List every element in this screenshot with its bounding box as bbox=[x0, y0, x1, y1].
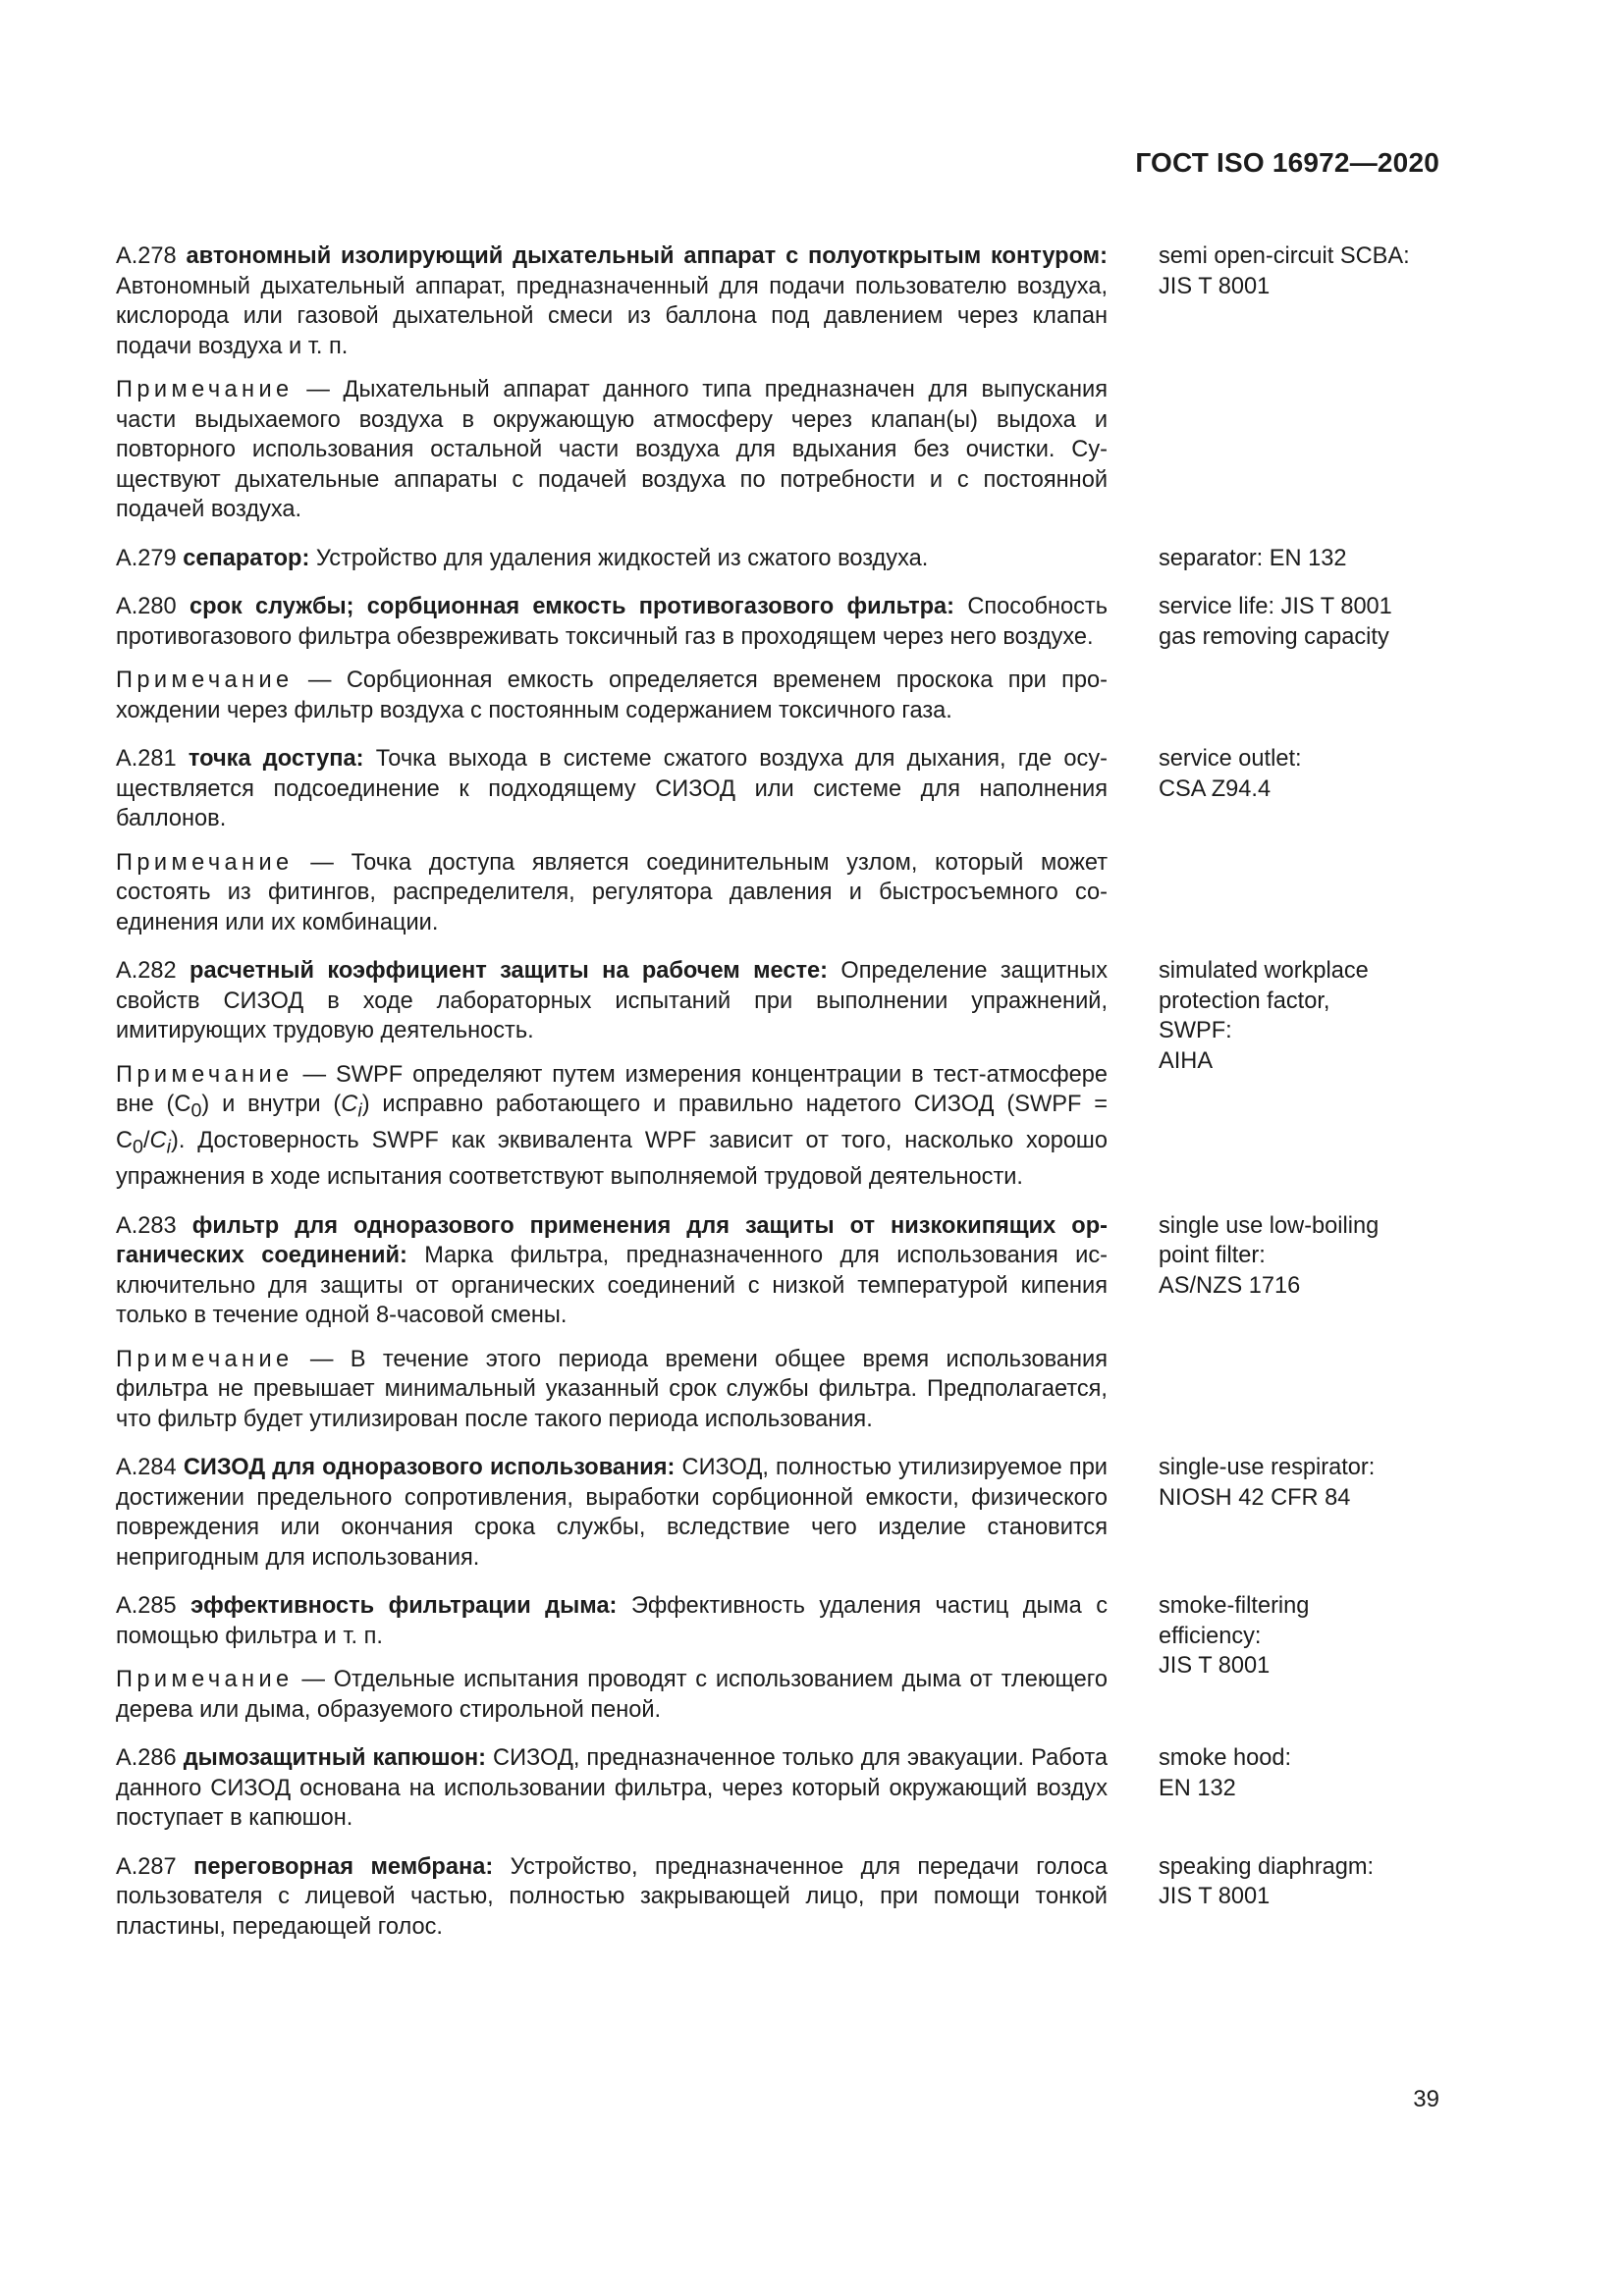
definition-paragraph bbox=[116, 744, 1108, 834]
note-paragraph bbox=[116, 848, 1108, 938]
term-number: A.282 bbox=[116, 958, 177, 984]
term-name: срок службы; сорбционная емкость противогазового фильтра: bbox=[189, 594, 955, 619]
reference-line: single use low-boiling bbox=[1159, 1212, 1380, 1239]
term-number: A.281 bbox=[116, 746, 177, 772]
note-paragraph bbox=[116, 666, 1108, 725]
note-paragraph bbox=[116, 1345, 1108, 1435]
term-name: дымозащитный капюшон: bbox=[183, 1745, 487, 1772]
reference-line: semi open-circuit SCBA: bbox=[1159, 243, 1410, 269]
note-label: Примечание bbox=[116, 377, 294, 402]
entry-body bbox=[116, 956, 1108, 1193]
term-entry bbox=[116, 1743, 1439, 1834]
note-text-part: ). Достоверность SWPF как эквивалента WPF зависит от того, насколько хорошо упражнения в ходе испытания соответствуют выполняемой трудовой деятельности. bbox=[116, 1128, 1108, 1191]
definition-paragraph bbox=[116, 1743, 1108, 1834]
term-entry bbox=[116, 1453, 1439, 1573]
reference-line: SWPF: bbox=[1159, 1018, 1232, 1043]
reference-line: smoke hood: bbox=[1159, 1745, 1292, 1772]
reference-line: protection factor, bbox=[1159, 988, 1330, 1014]
term-number: A.287 bbox=[116, 1853, 177, 1880]
term-number: A.286 bbox=[116, 1745, 177, 1772]
note-label: Примечание bbox=[116, 667, 294, 693]
definition-paragraph bbox=[116, 241, 1108, 361]
term-definition: Способность противогазового фильтра обезвреживать токсичный газ в проходящем через него воздухе. bbox=[116, 594, 1109, 650]
page-number: 39 bbox=[1413, 2086, 1439, 2112]
definition-paragraph bbox=[116, 1211, 1108, 1331]
reference-line: CSA Z94.4 bbox=[1159, 775, 1272, 802]
term-entry bbox=[116, 1852, 1439, 1943]
terms-list bbox=[116, 241, 1439, 1960]
term-number: A.284 bbox=[116, 1455, 177, 1481]
reference-line: AS/NZS 1716 bbox=[1159, 1272, 1301, 1299]
term-number: A.279 bbox=[116, 545, 177, 571]
term-name: сепаратор: bbox=[183, 545, 310, 571]
reference-line: NIOSH 42 CFR 84 bbox=[1159, 1484, 1351, 1511]
entry-body bbox=[116, 1211, 1108, 1435]
reference-line: JIS T 8001 bbox=[1159, 1653, 1271, 1680]
term-name: эффективность фильтрации дыма: bbox=[190, 1593, 618, 1620]
term-number: A.285 bbox=[116, 1593, 177, 1620]
term-entry bbox=[116, 1591, 1439, 1725]
definition-paragraph bbox=[116, 1591, 1108, 1651]
note-text: — В течение этого периода времени общее время использования фильтра не превышает минимальный указанный срок службы фильтра. Предполагается, что фильтр будет утилизирован после такого периода использования. bbox=[116, 1346, 1108, 1432]
note-label: Примечание bbox=[116, 1667, 294, 1693]
term-definition: Устройство для удаления жидкостей из сжатого воздуха. bbox=[315, 545, 929, 571]
subscript-i-letter: i bbox=[357, 1099, 362, 1122]
term-entry bbox=[116, 1211, 1439, 1435]
reference-line: AIHA bbox=[1159, 1047, 1214, 1074]
note-text: — Точка доступа является соединительным узлом, который может состоять из фитингов, распределителя, регулятора давления и быстросъемного соединения или их комбинации. bbox=[116, 849, 1108, 935]
term-definition: СИЗОД, предназначенное только для эвакуации. Работа данного СИЗОД основана на использовании фильтра, через который окружающий воздух поступает в капюшон. bbox=[116, 1745, 1108, 1832]
reference-line: speaking diaphragm: bbox=[1159, 1853, 1375, 1880]
reference-line: gas removing capacity bbox=[1159, 623, 1389, 650]
reference-line: point filter: bbox=[1159, 1243, 1266, 1269]
note-paragraph bbox=[116, 1060, 1108, 1193]
term-definition: Марка фильтра, предназначенного для использования исключительно для защиты от органических соединений с низкой температурой кипения только в течение одной 8-часовой смены. bbox=[116, 1243, 1108, 1329]
note-text: — Сорбционная емкость определяется временем проскока при прохождении через фильтр воздуха с постоянным содержанием токсичного газа. bbox=[116, 667, 1108, 723]
term-entry bbox=[116, 544, 1439, 574]
definition-paragraph bbox=[116, 1453, 1108, 1573]
term-number: A.283 bbox=[116, 1212, 177, 1239]
document-header: ГОСТ ISO 16972—2020 bbox=[1135, 147, 1439, 178]
term-name: точка доступа: bbox=[188, 746, 364, 772]
note-text-part: — SWPF определяют путем измерения концентрации в тест-атмосфере вне (C bbox=[116, 1061, 1108, 1117]
reference-line: smoke-filtering bbox=[1159, 1593, 1310, 1620]
term-reference bbox=[1159, 544, 1439, 574]
note-text: — Дыхательный аппарат данного типа предназначен для выпускания части выдыхаемого воздуха в окружающую атмосферу через клапан(ы) выдоха и повторного использования остальной части воздуха для вдыхания без очистки. Существуют дыхательные аппараты с подачей воздуха по потребности и с постоянной подачей воздуха. bbox=[116, 377, 1108, 522]
term-entry bbox=[116, 956, 1439, 1193]
note-text: — Отдельные испытания проводят с использованием дыма от тлеющего дерева или дыма, образуемого стирольной пеной. bbox=[116, 1667, 1109, 1723]
term-definition: Эффективность удаления частиц дыма с помощью фильтра и т. п. bbox=[116, 1593, 1108, 1649]
term-definition: Определение защитных свойств СИЗОД в ходе лабораторных испытаний при выполнении упражнений, имитирующих трудовую деятельность. bbox=[116, 958, 1109, 1043]
note-text-part: ) исправно работающего и правильно надетого СИЗОД (SWPF = C bbox=[116, 1092, 1108, 1154]
term-reference bbox=[1159, 1743, 1439, 1834]
reference-line: EN 132 bbox=[1159, 1775, 1236, 1801]
term-reference bbox=[1159, 592, 1439, 725]
reference-line: service outlet: bbox=[1159, 746, 1302, 772]
term-entry bbox=[116, 744, 1439, 937]
term-reference bbox=[1159, 956, 1439, 1193]
term-number: A.278 bbox=[116, 243, 177, 269]
term-name: СИЗОД для одноразового использования: bbox=[183, 1455, 676, 1481]
entry-body bbox=[116, 241, 1108, 525]
reference-line: simulated workplace bbox=[1159, 958, 1369, 984]
reference-line: service life: JIS T 8001 bbox=[1159, 594, 1392, 619]
term-definition: СИЗОД, полностью утилизируемое при достижении предельного сопротивления, выработки сорбционной емкости, физического повреждения или окончания срока службы, вследствие чего изделие становится непригодным для использования. bbox=[116, 1455, 1108, 1571]
note-text-part: ) и внутри ( bbox=[201, 1092, 342, 1117]
note-paragraph bbox=[116, 375, 1108, 525]
subscript-i-letter: i bbox=[166, 1136, 171, 1158]
definition-paragraph bbox=[116, 544, 1108, 574]
term-reference bbox=[1159, 1453, 1439, 1573]
note-label: Примечание bbox=[116, 1061, 294, 1088]
entry-body bbox=[116, 1743, 1108, 1834]
term-definition: Устройство, предназначенное для передачи голоса пользователя с лицевой частью, полностью закрывающей лицо, при помощи тонкой пластины, передающей голос. bbox=[116, 1853, 1108, 1940]
term-reference bbox=[1159, 744, 1439, 937]
note-paragraph bbox=[116, 1665, 1108, 1725]
reference-line: efficiency: bbox=[1159, 1623, 1262, 1649]
definition-paragraph bbox=[116, 1852, 1108, 1943]
symbol-ci: C bbox=[341, 1092, 358, 1117]
term-definition: Точка выхода в системе сжатого воздуха для дыхания, где осуществляется подсоединение к подходящему СИЗОД или системе для наполнения баллонов. bbox=[116, 746, 1109, 831]
subscript-zero: 0 bbox=[190, 1099, 202, 1122]
definition-paragraph bbox=[116, 956, 1108, 1046]
term-reference bbox=[1159, 1211, 1439, 1435]
entry-body bbox=[116, 1453, 1108, 1573]
term-name: фильтр для одноразового применения для защиты от низкокипящих органических соединений: bbox=[116, 1212, 1108, 1269]
term-entry bbox=[116, 592, 1439, 725]
entry-body bbox=[116, 1591, 1108, 1725]
term-reference bbox=[1159, 241, 1439, 525]
reference-line: separator: EN 132 bbox=[1159, 545, 1347, 571]
term-name: переговорная мембрана: bbox=[193, 1853, 494, 1880]
note-label: Примечание bbox=[116, 849, 294, 876]
entry-body bbox=[116, 544, 1108, 574]
term-reference bbox=[1159, 1591, 1439, 1725]
subscript-zero: 0 bbox=[133, 1136, 143, 1158]
reference-line: JIS T 8001 bbox=[1159, 1884, 1271, 1910]
term-entry bbox=[116, 241, 1439, 525]
term-name: автономный изолирующий дыхательный аппарат с полуоткрытым контуром: bbox=[186, 243, 1108, 269]
reference-line: JIS T 8001 bbox=[1159, 273, 1271, 299]
term-definition: Автономный дыхательный аппарат, предназначенный для подачи пользователю воздуха, кислорода или газовой дыхательной смеси из баллона под давлением через клапан подачи воздуха и т. п. bbox=[116, 273, 1108, 359]
entry-body bbox=[116, 1852, 1108, 1943]
reference-line: single-use respirator: bbox=[1159, 1455, 1376, 1481]
term-reference bbox=[1159, 1852, 1439, 1943]
entry-body bbox=[116, 592, 1108, 725]
term-number: A.280 bbox=[116, 594, 177, 619]
term-name: расчетный коэффициент защиты на рабочем месте: bbox=[189, 958, 828, 984]
symbol-ci: C bbox=[149, 1128, 167, 1154]
definition-paragraph bbox=[116, 592, 1108, 652]
note-text-part: / bbox=[142, 1128, 150, 1154]
entry-body bbox=[116, 744, 1108, 937]
note-label: Примечание bbox=[116, 1346, 294, 1372]
